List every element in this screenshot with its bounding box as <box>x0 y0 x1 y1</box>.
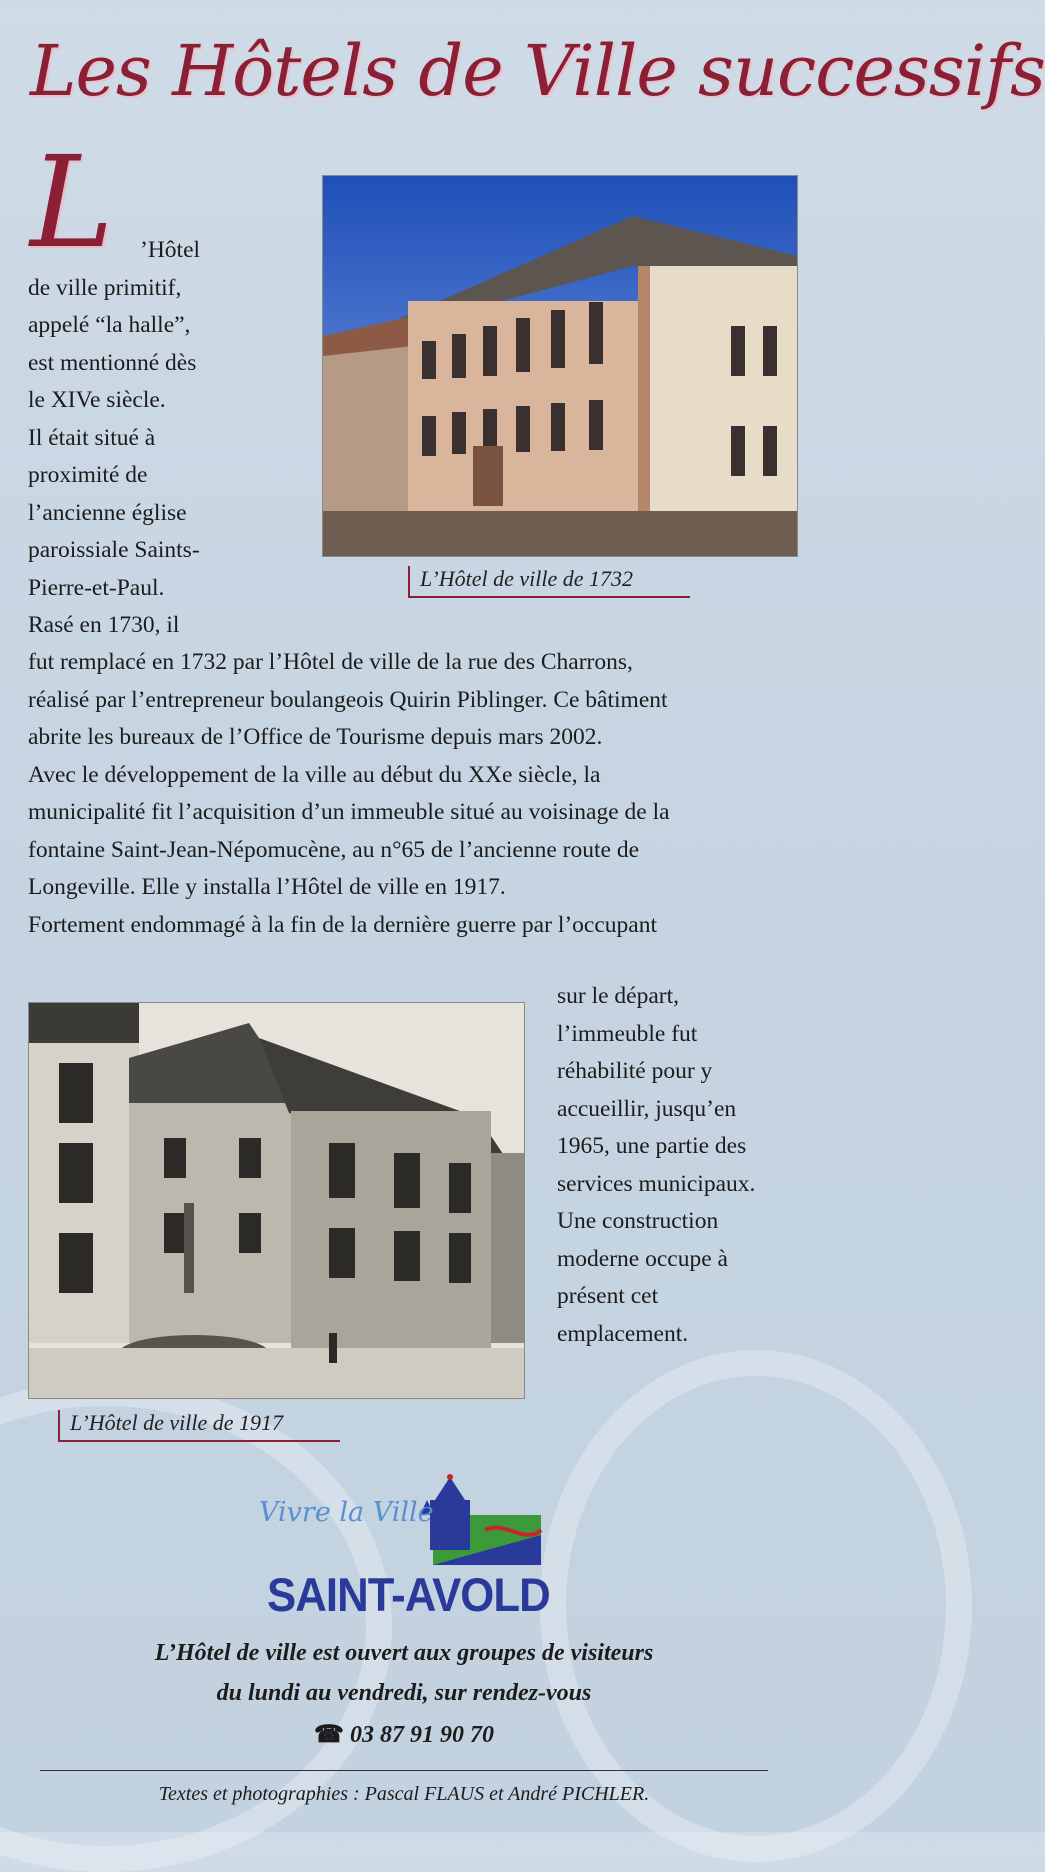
text-line: fut remplacé en 1732 par l’Hôtel de ville de la rue des Charrons, <box>28 649 633 675</box>
photo-hotel-de-ville-1917 <box>28 1002 525 1399</box>
page-title: Les Hôtels de Ville successifs <box>30 30 1045 112</box>
text-line: l’ancienne église <box>28 499 187 526</box>
text-line: Pierre-et-Paul. <box>28 574 165 601</box>
text-line: Avec le développement de la ville au début du XXe siècle, la <box>28 761 601 788</box>
text-line: Il était situé à <box>28 424 156 451</box>
credits: Textes et photographies : Pascal FLAUS et André PICHLER. <box>40 1770 768 1806</box>
phone-line <box>40 1720 768 1749</box>
text-line: Fortement endommagé à la fin de la dernière guerre par l’occupant <box>28 911 657 938</box>
text-line: le XIVe siècle. <box>28 387 166 413</box>
logo-city-name: SAINT-AVOLD <box>267 1568 550 1621</box>
text-line: municipalité fit l’acquisition d’un immeuble situé au voisinage de la <box>28 799 670 825</box>
text-line: appelé “la halle”, <box>28 312 191 338</box>
text-line: services municipaux. <box>557 1170 756 1197</box>
logo-tagline: Vivre la Ville <box>259 1497 434 1528</box>
saint-avold-logo <box>255 1475 550 1625</box>
caption-1732: L’Hôtel de ville de 1732 <box>408 566 690 598</box>
text-line: ’Hôtel <box>140 237 201 263</box>
text-line: 1965, une partie des <box>557 1133 747 1159</box>
paragraph-right <box>557 978 797 1353</box>
text-line: Une construction <box>557 1208 719 1234</box>
text-line: réalisé par l’entrepreneur boulangeois Quirin Piblinger. Ce bâtiment <box>28 686 668 713</box>
text-line: réhabilité pour y <box>557 1058 713 1084</box>
text-line: paroissiale Saints- <box>28 537 200 563</box>
text-line: accueillir, jusqu’en <box>557 1095 737 1122</box>
drop-cap: L <box>30 129 114 276</box>
photo-hotel-de-ville-1732 <box>322 175 798 557</box>
text-line: moderne occupe à <box>557 1245 728 1272</box>
text-line: présent cet <box>557 1283 659 1309</box>
text-line: l’immeuble fut <box>557 1020 698 1047</box>
text-line: abrite les bureaux de l’Office de Tourisme depuis mars 2002. <box>28 724 603 750</box>
info-line-1: L’Hôtel de ville est ouvert aux groupes de visiteurs <box>154 1640 654 1666</box>
text-line: Rasé en 1730, il <box>28 612 180 638</box>
text-line: sur le départ, <box>557 983 680 1009</box>
text-line: emplacement. <box>557 1320 689 1347</box>
phone-number[interactable]: 03 87 91 90 70 <box>349 1722 494 1748</box>
paragraph-left <box>28 232 328 645</box>
info-line-2: du lundi au vendredi, sur rendez-vous <box>216 1680 592 1706</box>
text-line: de ville primitif, <box>28 274 182 301</box>
paragraph-wide <box>28 644 798 944</box>
text-line: fontaine Saint-Jean-Népomucène, au n°65 de l’ancienne route de <box>28 836 640 863</box>
text-line: proximité de <box>28 462 148 488</box>
telephone-icon: ☎ <box>314 1722 344 1748</box>
text-line: Longeville. Elle y installa l’Hôtel de ville en 1917. <box>28 874 506 900</box>
text-line: est mentionné dès <box>28 349 197 376</box>
photo-1917-illustration <box>29 1003 524 1398</box>
photo-1732-illustration <box>323 176 797 556</box>
caption-1917: L’Hôtel de ville de 1917 <box>58 1410 340 1442</box>
